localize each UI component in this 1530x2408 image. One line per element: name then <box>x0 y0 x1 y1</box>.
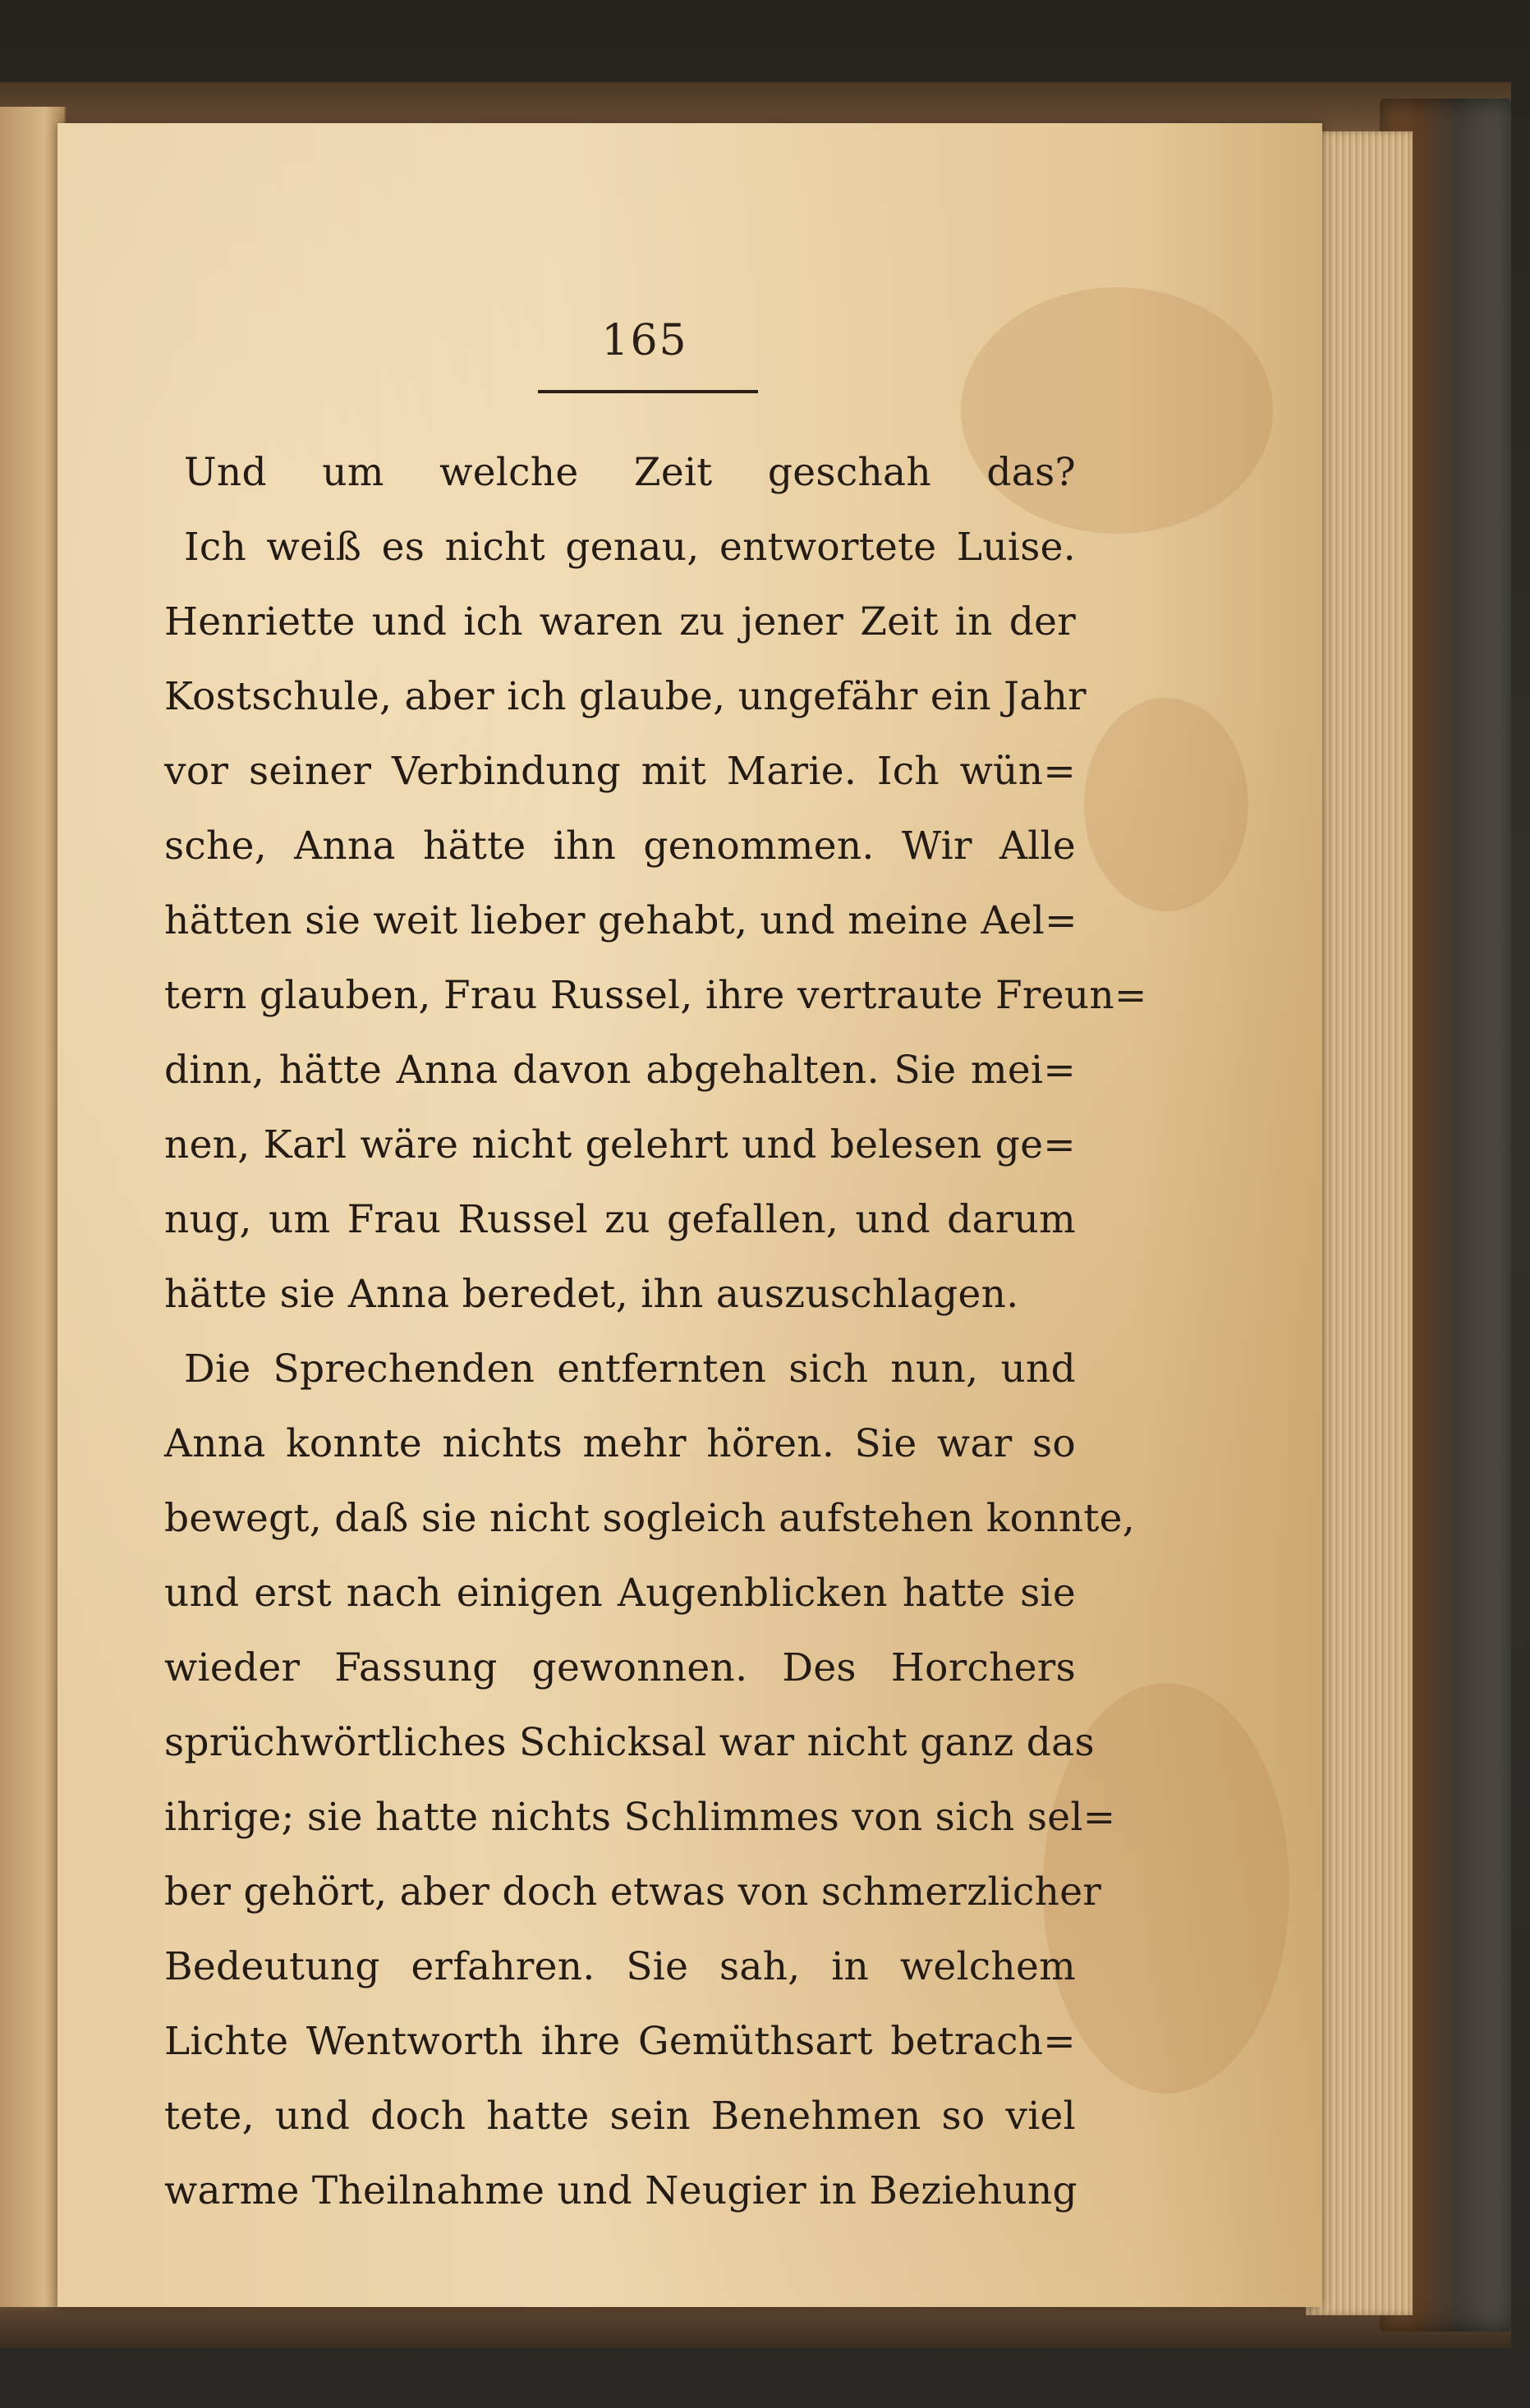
text-line: ihrige; sie hatte nichts Schlimmes von sich sel= <box>164 1795 1116 1840</box>
text-line: Die Sprechenden entfernten sich nun, und <box>184 1346 1076 1392</box>
text-line: nug, um Frau Russel zu gefallen, und darum <box>164 1197 1076 1242</box>
text-line: warme Theilnahme und Neugier in Beziehung <box>164 2168 1077 2213</box>
text-line: tete, und doch hatte sein Benehmen so viel <box>164 2094 1076 2139</box>
text-line: und erst nach einigen Augenblicken hatte sie <box>164 1571 1076 1616</box>
previous-page-edge <box>0 107 66 2307</box>
text-line: Und um welche Zeit geschah das? <box>184 450 1076 495</box>
page-body-text <box>164 435 1147 2228</box>
header-rule <box>538 390 758 393</box>
text-line: hätten sie weit lieber gehabt, und meine Ael= <box>164 898 1077 943</box>
text-line: Ich weiß es nicht genau, entwortete Luise. <box>184 525 1076 570</box>
text-line: Bedeutung erfahren. Sie sah, in welchem <box>164 1944 1076 1989</box>
text-line: hätte sie Anna beredet, ihn auszuschlagen. <box>164 1272 1019 1317</box>
text-line: ber gehört, aber doch etwas von schmerzlicher <box>164 1869 1102 1915</box>
text-line: vor seiner Verbindung mit Marie. Ich wün= <box>164 749 1076 794</box>
text-line: nen, Karl wäre nicht gelehrt und belesen ge= <box>164 1122 1076 1167</box>
text-line: sche, Anna hätte ihn genommen. Wir Alle <box>164 823 1076 869</box>
text-line: sprüchwörtliches Schicksal war nicht ganz das <box>164 1720 1095 1765</box>
text-line: dinn, hätte Anna davon abgehalten. Sie mei= <box>164 1048 1076 1093</box>
paper-stain <box>1084 698 1248 911</box>
text-line: tern glauben, Frau Russel, ihre vertraute Freun= <box>164 973 1147 1018</box>
page-number: 165 <box>601 316 688 365</box>
text-line: Kostschule, aber ich glaube, ungefähr ein Jahr <box>164 674 1087 719</box>
text-line: Anna konnte nichts mehr hören. Sie war so <box>164 1421 1076 1466</box>
text-line: Henriette und ich waren zu jener Zeit in der <box>164 599 1076 644</box>
text-line: wieder Fassung gewonnen. Des Horchers <box>164 1645 1076 1690</box>
text-line: bewegt, daß sie nicht sogleich aufstehen konnte, <box>164 1496 1135 1541</box>
book-page <box>57 123 1322 2307</box>
text-line: Lichte Wentworth ihre Gemüthsart betrach= <box>164 2019 1076 2064</box>
